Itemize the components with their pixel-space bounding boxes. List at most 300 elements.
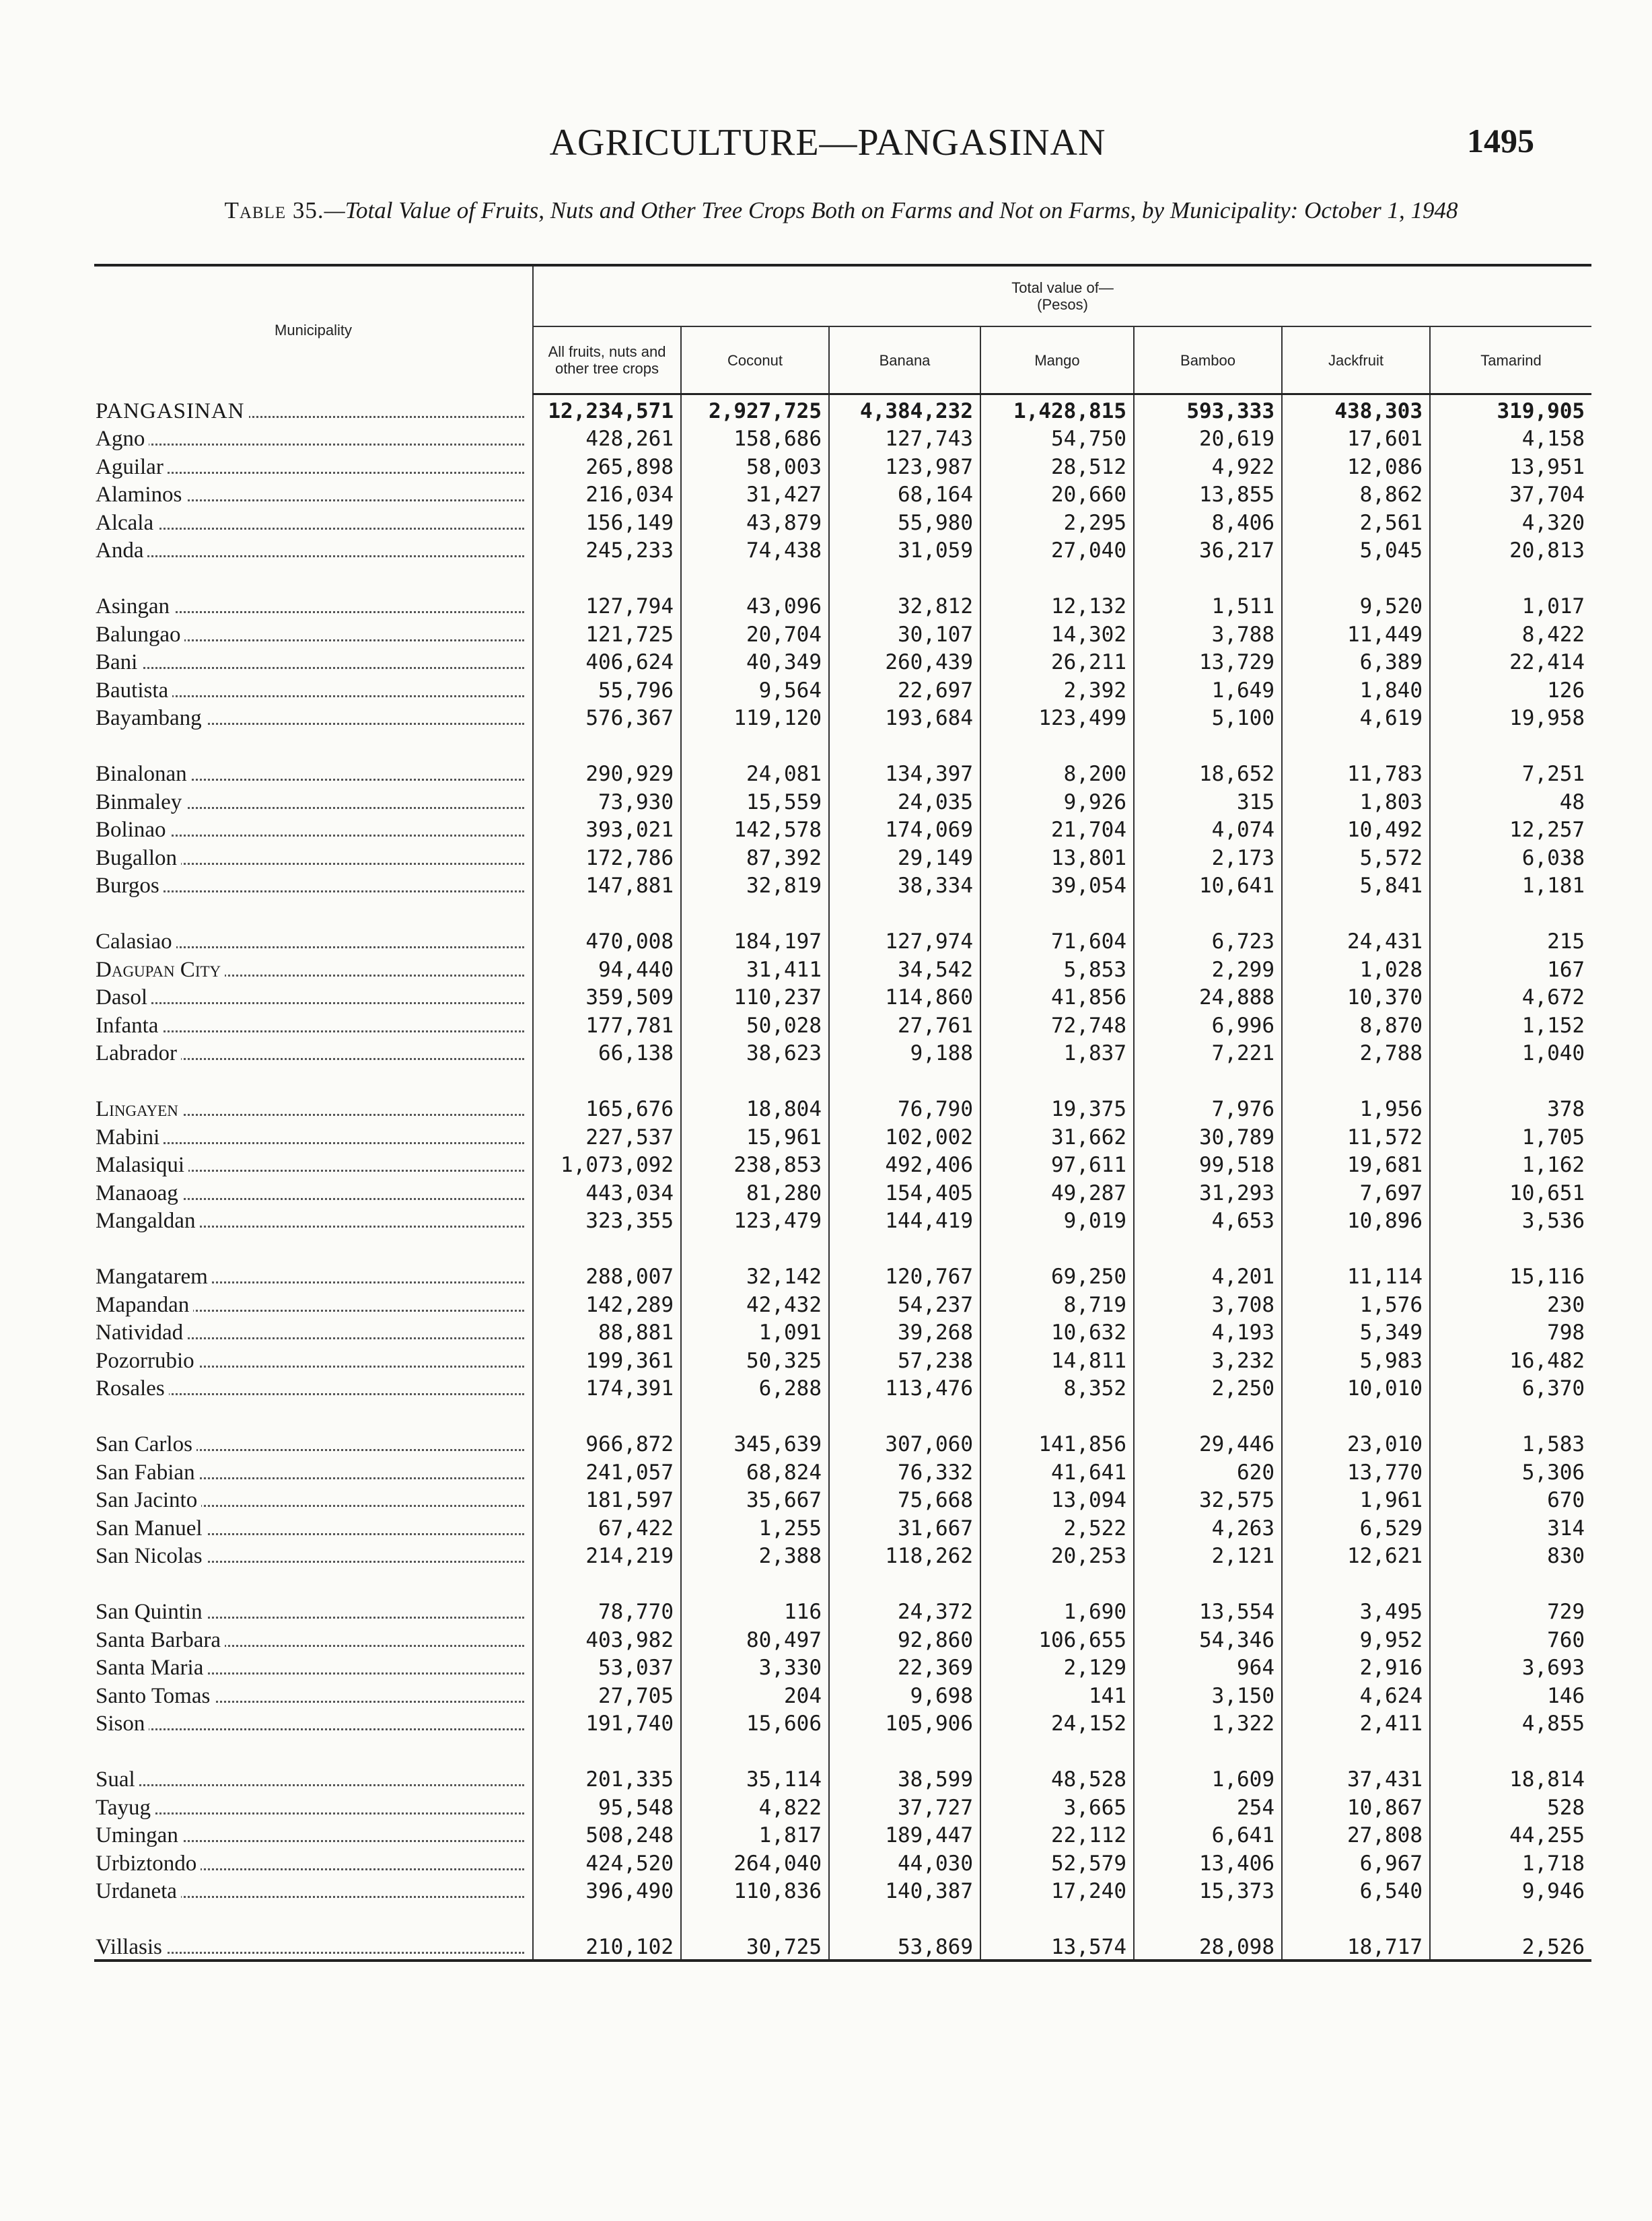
value-cell: 13,554 <box>1134 1596 1282 1625</box>
table-row <box>94 1429 1591 1457</box>
value-cell: 11,783 <box>1282 759 1430 787</box>
value-cell: 1,583 <box>1521 1432 1585 1456</box>
value-cell: 73,930 <box>533 786 681 814</box>
municipality-cell <box>94 1373 533 1401</box>
value-cell: 24,431 <box>1282 926 1430 954</box>
value-cell: 1,152 <box>1521 1013 1585 1038</box>
spacer-cell <box>829 898 980 926</box>
spacer-cell <box>681 730 829 759</box>
municipality-cell <box>94 1792 533 1820</box>
municipality-cell <box>94 1094 533 1122</box>
value-cell: 154,405 <box>829 1177 980 1205</box>
value-cell: 241,057 <box>533 1456 681 1485</box>
value-cell: 508,248 <box>533 1820 681 1848</box>
value-cell: 1,837 <box>980 1038 1134 1066</box>
spacer-cell <box>533 898 681 926</box>
value-cell: 6,996 <box>1134 1010 1282 1038</box>
value-cell: 760 <box>1547 1627 1585 1652</box>
value-cell: 1,017 <box>1521 594 1585 619</box>
value-cell: 1,690 <box>980 1596 1134 1625</box>
spacer-cell <box>94 1401 533 1429</box>
municipality-name: Rosales <box>96 1376 169 1401</box>
table-row <box>94 423 1591 452</box>
value-cell: 13,729 <box>1134 647 1282 675</box>
municipality-cell <box>94 619 533 647</box>
value-cell: 21,704 <box>980 814 1134 843</box>
value-cell: 13,574 <box>980 1932 1134 1961</box>
municipality-name: Dasol <box>96 985 151 1010</box>
value-cell: 17,240 <box>980 1876 1134 1904</box>
spacer-cell <box>1430 1736 1591 1764</box>
value-cell: 227,537 <box>533 1121 681 1150</box>
value-cell: 406,624 <box>533 647 681 675</box>
value-cell: 393,021 <box>533 814 681 843</box>
spacer-cell <box>1430 1233 1591 1261</box>
table-row <box>94 842 1591 870</box>
municipality-name: Santa Barbara <box>96 1628 225 1652</box>
municipality-name-wrap <box>96 1852 524 1876</box>
spacer-cell <box>1134 1736 1282 1764</box>
value-cell: 5,853 <box>980 954 1134 982</box>
municipality-name: Binmaley <box>96 790 186 814</box>
value-cell: 92,860 <box>829 1624 980 1652</box>
value-cell: 184,197 <box>681 926 829 954</box>
spacer-cell <box>533 1065 681 1094</box>
spacer-cell <box>1134 1065 1282 1094</box>
municipality-name-wrap <box>96 1293 524 1317</box>
municipality-name-wrap <box>96 1935 524 1959</box>
municipality-name: Tayug <box>96 1796 155 1820</box>
value-cell: 127,743 <box>829 423 980 452</box>
value-cell: 1,649 <box>1134 674 1282 703</box>
value-cell: 2,561 <box>1282 507 1430 535</box>
municipality-cell <box>94 1317 533 1345</box>
municipality-name: Dagupan City <box>96 958 225 982</box>
spacer-cell <box>980 1903 1134 1932</box>
value-cell: 17,601 <box>1282 423 1430 452</box>
municipality-cell <box>94 982 533 1010</box>
value-cell: 27,808 <box>1282 1820 1430 1848</box>
value-cell: 18,717 <box>1282 1932 1430 1961</box>
running-title: AGRICULTURE—PANGASINAN <box>549 122 1106 164</box>
municipality-name-wrap <box>96 1349 524 1373</box>
value-cell: 54,346 <box>1134 1624 1282 1652</box>
value-cell: 1,073,092 <box>533 1150 681 1178</box>
value-cell: 1,956 <box>1282 1094 1430 1122</box>
municipality-cell <box>94 394 533 423</box>
value-cell: 2,392 <box>980 674 1134 703</box>
value-cell: 75,668 <box>829 1485 980 1513</box>
value-cell: 67,422 <box>533 1512 681 1541</box>
page-header <box>0 121 1652 175</box>
group-spacer <box>94 898 1591 926</box>
spacer-cell <box>681 898 829 926</box>
value-cell: 18,804 <box>681 1094 829 1122</box>
spacer-cell <box>1282 1568 1430 1596</box>
value-cell: 12,257 <box>1509 818 1585 842</box>
municipality-name: Urbiztondo <box>96 1852 201 1876</box>
municipality-cell <box>94 1345 533 1373</box>
stub-header <box>94 265 533 394</box>
table-row <box>94 1317 1591 1345</box>
municipality-name-wrap <box>96 1181 524 1205</box>
value-cell: 58,003 <box>681 451 829 479</box>
municipality-cell <box>94 1876 533 1904</box>
value-cell: 19,681 <box>1282 1150 1430 1178</box>
table-row <box>94 1541 1591 1569</box>
municipality-name-wrap <box>96 1712 524 1736</box>
municipality-cell <box>94 674 533 703</box>
value-cell: 42,432 <box>681 1289 829 1317</box>
value-cell: 254 <box>1134 1792 1282 1820</box>
spacer-cell <box>1134 1233 1282 1261</box>
group-header-unit: (Pesos) <box>1037 296 1088 313</box>
column-header: All fruits, nuts and other tree crops <box>533 326 681 394</box>
value-cell: 620 <box>1134 1456 1282 1485</box>
municipality-cell <box>94 1847 533 1876</box>
municipality-name-wrap <box>96 1097 524 1121</box>
value-cell: 55,980 <box>829 507 980 535</box>
municipality-cell <box>94 1652 533 1681</box>
municipality-name: San Manuel <box>96 1516 207 1541</box>
municipality-cell <box>94 535 533 563</box>
table-row <box>94 451 1591 479</box>
table-row <box>94 1038 1591 1066</box>
value-cell: 15,559 <box>681 786 829 814</box>
value-cell: 443,034 <box>533 1177 681 1205</box>
municipality-cell <box>94 1820 533 1848</box>
value-cell: 27,040 <box>980 535 1134 563</box>
table-row <box>94 1708 1591 1736</box>
value-cell: 8,862 <box>1282 479 1430 507</box>
value-cell: 10,867 <box>1282 1792 1430 1820</box>
value-cell: 12,621 <box>1282 1541 1430 1569</box>
municipality-name-wrap <box>96 1153 524 1177</box>
value-cell: 52,579 <box>980 1847 1134 1876</box>
municipality-name: Santa Maria <box>96 1656 207 1680</box>
column-header: Tamarind <box>1430 326 1591 394</box>
group-spacer <box>94 563 1591 591</box>
spacer-cell <box>1282 563 1430 591</box>
spacer-cell <box>1134 1568 1282 1596</box>
value-cell: 20,704 <box>681 619 829 647</box>
value-cell: 8,870 <box>1282 1010 1430 1038</box>
value-cell: 69,250 <box>980 1261 1134 1290</box>
value-cell: 165,676 <box>533 1094 681 1122</box>
municipality-name: Bautista <box>96 678 172 703</box>
table-row <box>94 619 1591 647</box>
value-cell: 238,853 <box>681 1150 829 1178</box>
value-cell: 13,094 <box>980 1485 1134 1513</box>
value-cell: 18,814 <box>1509 1767 1585 1792</box>
value-cell: 30,107 <box>829 619 980 647</box>
column-header: Banana <box>829 326 980 394</box>
spacer-cell <box>980 563 1134 591</box>
group-header <box>533 265 1591 326</box>
value-cell: 50,325 <box>681 1345 829 1373</box>
spacer-cell <box>829 1903 980 1932</box>
municipality-name-wrap <box>96 1684 524 1708</box>
value-cell: 5,306 <box>1521 1460 1585 1485</box>
value-cell: 121,725 <box>533 619 681 647</box>
value-cell: 14,811 <box>980 1345 1134 1373</box>
value-cell: 10,632 <box>980 1317 1134 1345</box>
value-cell: 8,200 <box>980 759 1134 787</box>
municipality-name: Bolinao <box>96 818 170 842</box>
value-cell: 1,576 <box>1282 1289 1430 1317</box>
municipality-name: San Jacinto <box>96 1488 201 1512</box>
value-cell: 670 <box>1547 1488 1585 1512</box>
table-row <box>94 1764 1591 1792</box>
municipality-name-wrap <box>96 594 524 619</box>
municipality-name: San Carlos <box>96 1432 196 1456</box>
value-cell: 10,370 <box>1282 982 1430 1010</box>
value-cell: 210,102 <box>533 1932 681 1961</box>
municipality-name-wrap <box>96 929 524 954</box>
value-cell: 2,522 <box>980 1512 1134 1541</box>
municipality-cell <box>94 1261 533 1290</box>
municipality-name: Mapandan <box>96 1293 193 1317</box>
value-cell: 729 <box>1547 1600 1585 1624</box>
value-cell: 53,037 <box>533 1652 681 1681</box>
spacer-cell <box>533 1568 681 1596</box>
value-cell: 6,389 <box>1282 647 1430 675</box>
value-cell: 830 <box>1547 1544 1585 1568</box>
value-cell: 290,929 <box>533 759 681 787</box>
value-cell: 76,790 <box>829 1094 980 1122</box>
value-cell: 3,788 <box>1134 619 1282 647</box>
spacer-cell <box>681 563 829 591</box>
table-row <box>94 1121 1591 1150</box>
spacer-cell <box>1430 730 1591 759</box>
municipality-name: Pozorrubio <box>96 1349 199 1373</box>
value-cell: 32,812 <box>829 591 980 619</box>
spacer-cell <box>533 563 681 591</box>
value-cell: 99,518 <box>1134 1150 1282 1178</box>
municipality-name: Labrador <box>96 1041 181 1065</box>
value-cell: 15,373 <box>1134 1876 1282 1904</box>
municipality-name-wrap <box>96 650 524 674</box>
value-cell: 5,100 <box>1134 703 1282 731</box>
value-cell: 78,770 <box>533 1596 681 1625</box>
municipality-name: Agno <box>96 427 149 451</box>
municipality-cell <box>94 926 533 954</box>
municipality-name-wrap <box>96 1600 524 1624</box>
municipality-name: San Nicolas <box>96 1544 207 1568</box>
value-cell: 68,824 <box>681 1456 829 1485</box>
value-cell: 97,611 <box>980 1150 1134 1178</box>
municipality-cell <box>94 1456 533 1485</box>
table-row <box>94 1205 1591 1234</box>
spacer-cell <box>1134 1401 1282 1429</box>
spacer-cell <box>1430 1065 1591 1094</box>
value-cell: 438,303 <box>1282 394 1430 423</box>
value-cell: 127,794 <box>533 591 681 619</box>
value-cell: 2,388 <box>681 1541 829 1569</box>
municipality-name-wrap <box>96 427 524 451</box>
value-cell: 593,333 <box>1134 394 1282 423</box>
value-cell: 1,162 <box>1521 1153 1585 1177</box>
value-cell: 323,355 <box>533 1205 681 1234</box>
value-cell: 492,406 <box>829 1150 980 1178</box>
municipality-cell <box>94 1205 533 1234</box>
table-row <box>94 1094 1591 1122</box>
value-cell: 116 <box>681 1596 829 1625</box>
table-row <box>94 1820 1591 1848</box>
value-cell: 32,142 <box>681 1261 829 1290</box>
value-cell: 146 <box>1547 1683 1585 1708</box>
value-cell: 1,091 <box>681 1317 829 1345</box>
municipality-cell <box>94 954 533 982</box>
value-cell: 38,623 <box>681 1038 829 1066</box>
group-spacer <box>94 1568 1591 1596</box>
municipality-name-wrap <box>96 538 524 563</box>
municipality-name-wrap <box>96 1265 524 1289</box>
value-cell: 319,905 <box>1497 398 1585 423</box>
value-cell: 37,431 <box>1282 1764 1430 1792</box>
value-cell: 3,232 <box>1134 1345 1282 1373</box>
value-cell: 230 <box>1547 1292 1585 1317</box>
municipality-name-wrap <box>96 818 524 842</box>
municipality-name: Manaoag <box>96 1181 182 1205</box>
value-cell: 215 <box>1547 929 1585 954</box>
value-cell: 123,987 <box>829 451 980 479</box>
column-header: Jackfruit <box>1282 326 1430 394</box>
value-cell: 3,330 <box>681 1652 829 1681</box>
municipality-name-wrap <box>96 1376 524 1401</box>
municipality-name: Anda <box>96 538 147 563</box>
value-cell: 6,038 <box>1521 845 1585 870</box>
value-cell: 3,150 <box>1134 1680 1282 1708</box>
value-cell: 9,926 <box>980 786 1134 814</box>
spacer-cell <box>94 1736 533 1764</box>
page-number: 1495 <box>1467 122 1534 160</box>
municipality-name: Mangatarem <box>96 1265 212 1289</box>
value-cell: 57,238 <box>829 1345 980 1373</box>
value-cell: 37,727 <box>829 1792 980 1820</box>
dot-leader <box>96 528 524 530</box>
total-row <box>94 394 1591 423</box>
municipality-cell <box>94 1541 533 1569</box>
municipality-cell <box>94 423 533 452</box>
municipality-name-wrap <box>96 790 524 814</box>
value-cell: 1,028 <box>1282 954 1430 982</box>
value-cell: 12,132 <box>980 591 1134 619</box>
municipality-name: Villasis <box>96 1935 166 1959</box>
value-cell: 9,564 <box>681 674 829 703</box>
column-header: Mango <box>980 326 1134 394</box>
value-cell: 27,761 <box>829 1010 980 1038</box>
value-cell: 428,261 <box>533 423 681 452</box>
municipality-name: Calasiao <box>96 929 176 954</box>
value-cell: 31,293 <box>1134 1177 1282 1205</box>
table-row <box>94 1261 1591 1290</box>
column-header: Bamboo <box>1134 326 1282 394</box>
spacer-cell <box>1282 1903 1430 1932</box>
municipality-name-wrap <box>96 1879 524 1903</box>
spacer-cell <box>681 1568 829 1596</box>
municipality-name: Malasiqui <box>96 1153 188 1177</box>
municipality-name: Mangaldan <box>96 1209 199 1233</box>
value-cell: 110,237 <box>681 982 829 1010</box>
spacer-cell <box>1282 1065 1430 1094</box>
municipality-name: Bani <box>96 650 141 674</box>
value-cell: 6,641 <box>1134 1820 1282 1848</box>
value-cell: 15,116 <box>1509 1265 1585 1289</box>
municipality-cell <box>94 703 533 731</box>
table-row <box>94 1485 1591 1513</box>
value-cell: 44,030 <box>829 1847 980 1876</box>
value-cell: 4,320 <box>1521 510 1585 535</box>
spacer-cell <box>829 563 980 591</box>
spacer-cell <box>980 898 1134 926</box>
value-cell: 9,946 <box>1521 1879 1585 1903</box>
municipality-cell <box>94 451 533 479</box>
value-cell: 265,898 <box>533 451 681 479</box>
value-cell: 4,624 <box>1282 1680 1430 1708</box>
value-cell: 403,982 <box>533 1624 681 1652</box>
group-spacer <box>94 1065 1591 1094</box>
value-cell: 29,149 <box>829 842 980 870</box>
value-cell: 359,509 <box>533 982 681 1010</box>
group-spacer <box>94 1903 1591 1932</box>
value-cell: 7,251 <box>1521 762 1585 786</box>
municipality-cell <box>94 842 533 870</box>
value-cell: 14,302 <box>980 619 1134 647</box>
column-header: Coconut <box>681 326 829 394</box>
value-cell: 12,234,571 <box>533 394 681 423</box>
value-cell: 1,181 <box>1521 874 1585 898</box>
value-cell: 199,361 <box>533 1345 681 1373</box>
spacer-cell <box>1430 1903 1591 1932</box>
municipality-name-wrap <box>96 1041 524 1065</box>
value-cell: 41,641 <box>980 1456 1134 1485</box>
value-cell: 9,019 <box>980 1205 1134 1234</box>
spacer-cell <box>681 1233 829 1261</box>
value-cell: 105,906 <box>829 1708 980 1736</box>
municipality-name: Santo Tomas <box>96 1684 214 1708</box>
value-cell: 4,619 <box>1282 703 1430 731</box>
municipality-name-wrap <box>96 874 524 898</box>
table-body <box>94 394 1591 1961</box>
spacer-cell <box>681 1903 829 1932</box>
value-cell: 102,002 <box>829 1121 980 1150</box>
value-cell: 140,387 <box>829 1876 980 1904</box>
municipality-cell <box>94 814 533 843</box>
value-cell: 8,352 <box>980 1373 1134 1401</box>
value-cell: 1,511 <box>1134 591 1282 619</box>
value-cell: 142,578 <box>681 814 829 843</box>
value-cell: 32,819 <box>681 870 829 898</box>
value-cell: 2,411 <box>1282 1708 1430 1736</box>
spacer-cell <box>94 1903 533 1932</box>
value-cell: 3,693 <box>1521 1656 1585 1680</box>
value-cell: 95,548 <box>533 1792 681 1820</box>
value-cell: 13,801 <box>980 842 1134 870</box>
spacer-cell <box>1282 1401 1430 1429</box>
spacer-cell <box>829 1065 980 1094</box>
value-cell: 22,112 <box>980 1820 1134 1848</box>
value-cell: 2,250 <box>1134 1373 1282 1401</box>
value-cell: 1,609 <box>1134 1764 1282 1792</box>
value-cell: 24,035 <box>829 786 980 814</box>
spacer-cell <box>829 1568 980 1596</box>
municipality-name-wrap <box>96 1432 524 1456</box>
value-cell: 68,164 <box>829 479 980 507</box>
value-cell: 1,705 <box>1521 1125 1585 1150</box>
value-cell: 27,705 <box>533 1680 681 1708</box>
spacer-cell <box>829 1736 980 1764</box>
